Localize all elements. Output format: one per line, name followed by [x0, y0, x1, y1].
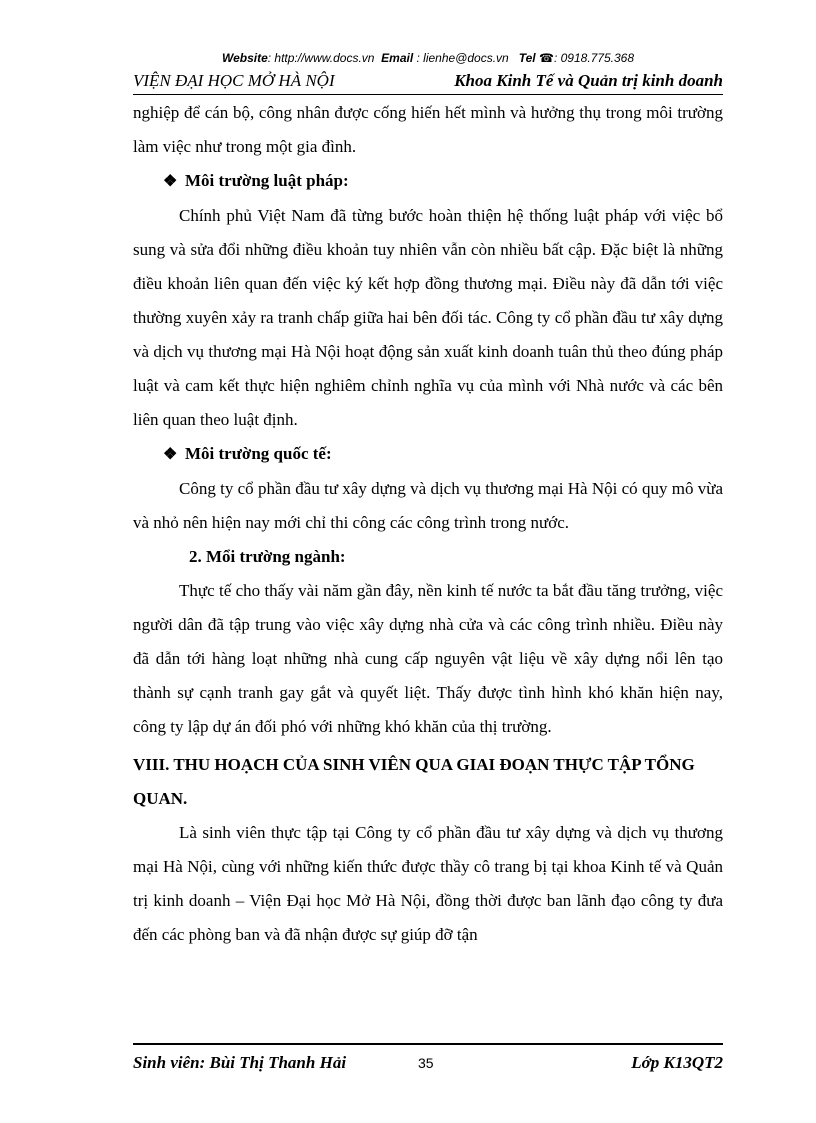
page-header — [133, 70, 723, 95]
email-value: : lienhe@docs.vn — [413, 51, 509, 65]
phone-icon: ☎ — [539, 51, 554, 65]
paragraph-final: Là sinh viên thực tập tại Công ty cổ phần đầu tư xây dựng và dịch vụ thương mại Hà Nội, cùng với những kiến thức được thầy cô trang bị tại khoa Kinh tế và Quản trị kinh doanh – Viện Đại học Mở Hà Nội, đồng thời được ban lãnh đạo công ty đưa đến các phòng ban và đã nhận được sự giúp đỡ tận — [133, 823, 723, 944]
diamond-bullet-icon: ❖ — [163, 446, 178, 463]
website-label: Website — [221, 51, 268, 65]
paragraph-international: Công ty cổ phần đầu tư xây dựng và dịch vụ thương mại Hà Nội có quy mô vừa và nhỏ nên hiện nay mới chỉ thi công các công trình trong nước. — [133, 479, 723, 532]
footer-class: Lớp K13QT2 — [631, 1053, 723, 1072]
website-bar — [133, 50, 723, 66]
header-institution: VIỆN ĐẠI HỌC MỞ HÀ NỘI — [133, 71, 335, 90]
website-value: : http://www.docs.vn — [267, 51, 375, 65]
page-footer — [133, 1043, 723, 1075]
header-faculty: Khoa Kinh Tế và Quản trị kinh doanh — [454, 71, 723, 90]
email-label: Email — [381, 51, 414, 65]
footer-student: Sinh viên: Bùi Thị Thanh Hải — [133, 1053, 347, 1072]
heading-industry-environment: 2. Mổi trường ngành: — [189, 547, 346, 566]
diamond-bullet-icon: ❖ — [163, 173, 178, 190]
heading-international-environment — [133, 437, 723, 472]
paragraph-continued: nghiệp để cán bộ, công nhân được cống hiến hết mình và hưởng thụ trong môi trường làm việc như trong một gia đình. — [133, 103, 723, 156]
chapter-heading: VIII. THU HOẠCH CỦA SINH VIÊN QUA GIAI ĐOẠN THỰC TẬP TỔNG QUAN. — [133, 755, 695, 808]
heading-intl-text: Môi trường quốc tế: — [185, 444, 332, 463]
paragraph-industry: Thực tế cho thấy vài năm gần đây, nền kinh tế nước ta bắt đầu tăng trưởng, việc người dân đã tập trung vào việc xây dựng nhà cửa và các công trình nhiều. Điều này đã dẫn tới hàng loạt những nhà cung cấp nguyên vật liệu về xây dựng nổi lên tạo thành sự cạnh tranh gay gắt và quyết liệt. Thấy được tình hình khó khăn hiện nay, công ty lập dự án đối phó với những khó khăn của thị trường. — [133, 581, 723, 736]
paragraph-legal: Chính phủ Việt Nam đã từng bước hoàn thiện hệ thống luật pháp với việc bổ sung và sửa đổi những điều khoản tuy nhiên vẫn còn nhiều bất cập. Đặc biệt là những điều khoản liên quan đến việc ký kết hợp đồng thương mại. Điều này đã dẫn tới việc thường xuyên xảy ra tranh chấp giữa hai bên đối tác. Công ty cổ phần đầu tư xây dựng và dịch vụ thương mại Hà Nội hoạt động sản xuất kinh doanh tuân thủ theo đúng pháp luật và cam kết thực hiện nghiêm chỉnh nghĩa vụ của mình với Nhà nước và các bên liên quan theo luật định. — [133, 206, 723, 429]
tel-value: : 0918.775.368 — [553, 51, 635, 65]
page-content — [133, 96, 723, 952]
tel-label: Tel — [518, 51, 536, 65]
heading-legal-text: Môi trường luật pháp: — [185, 171, 349, 190]
heading-legal-environment — [133, 164, 723, 199]
page-number: 35 — [418, 1055, 434, 1071]
